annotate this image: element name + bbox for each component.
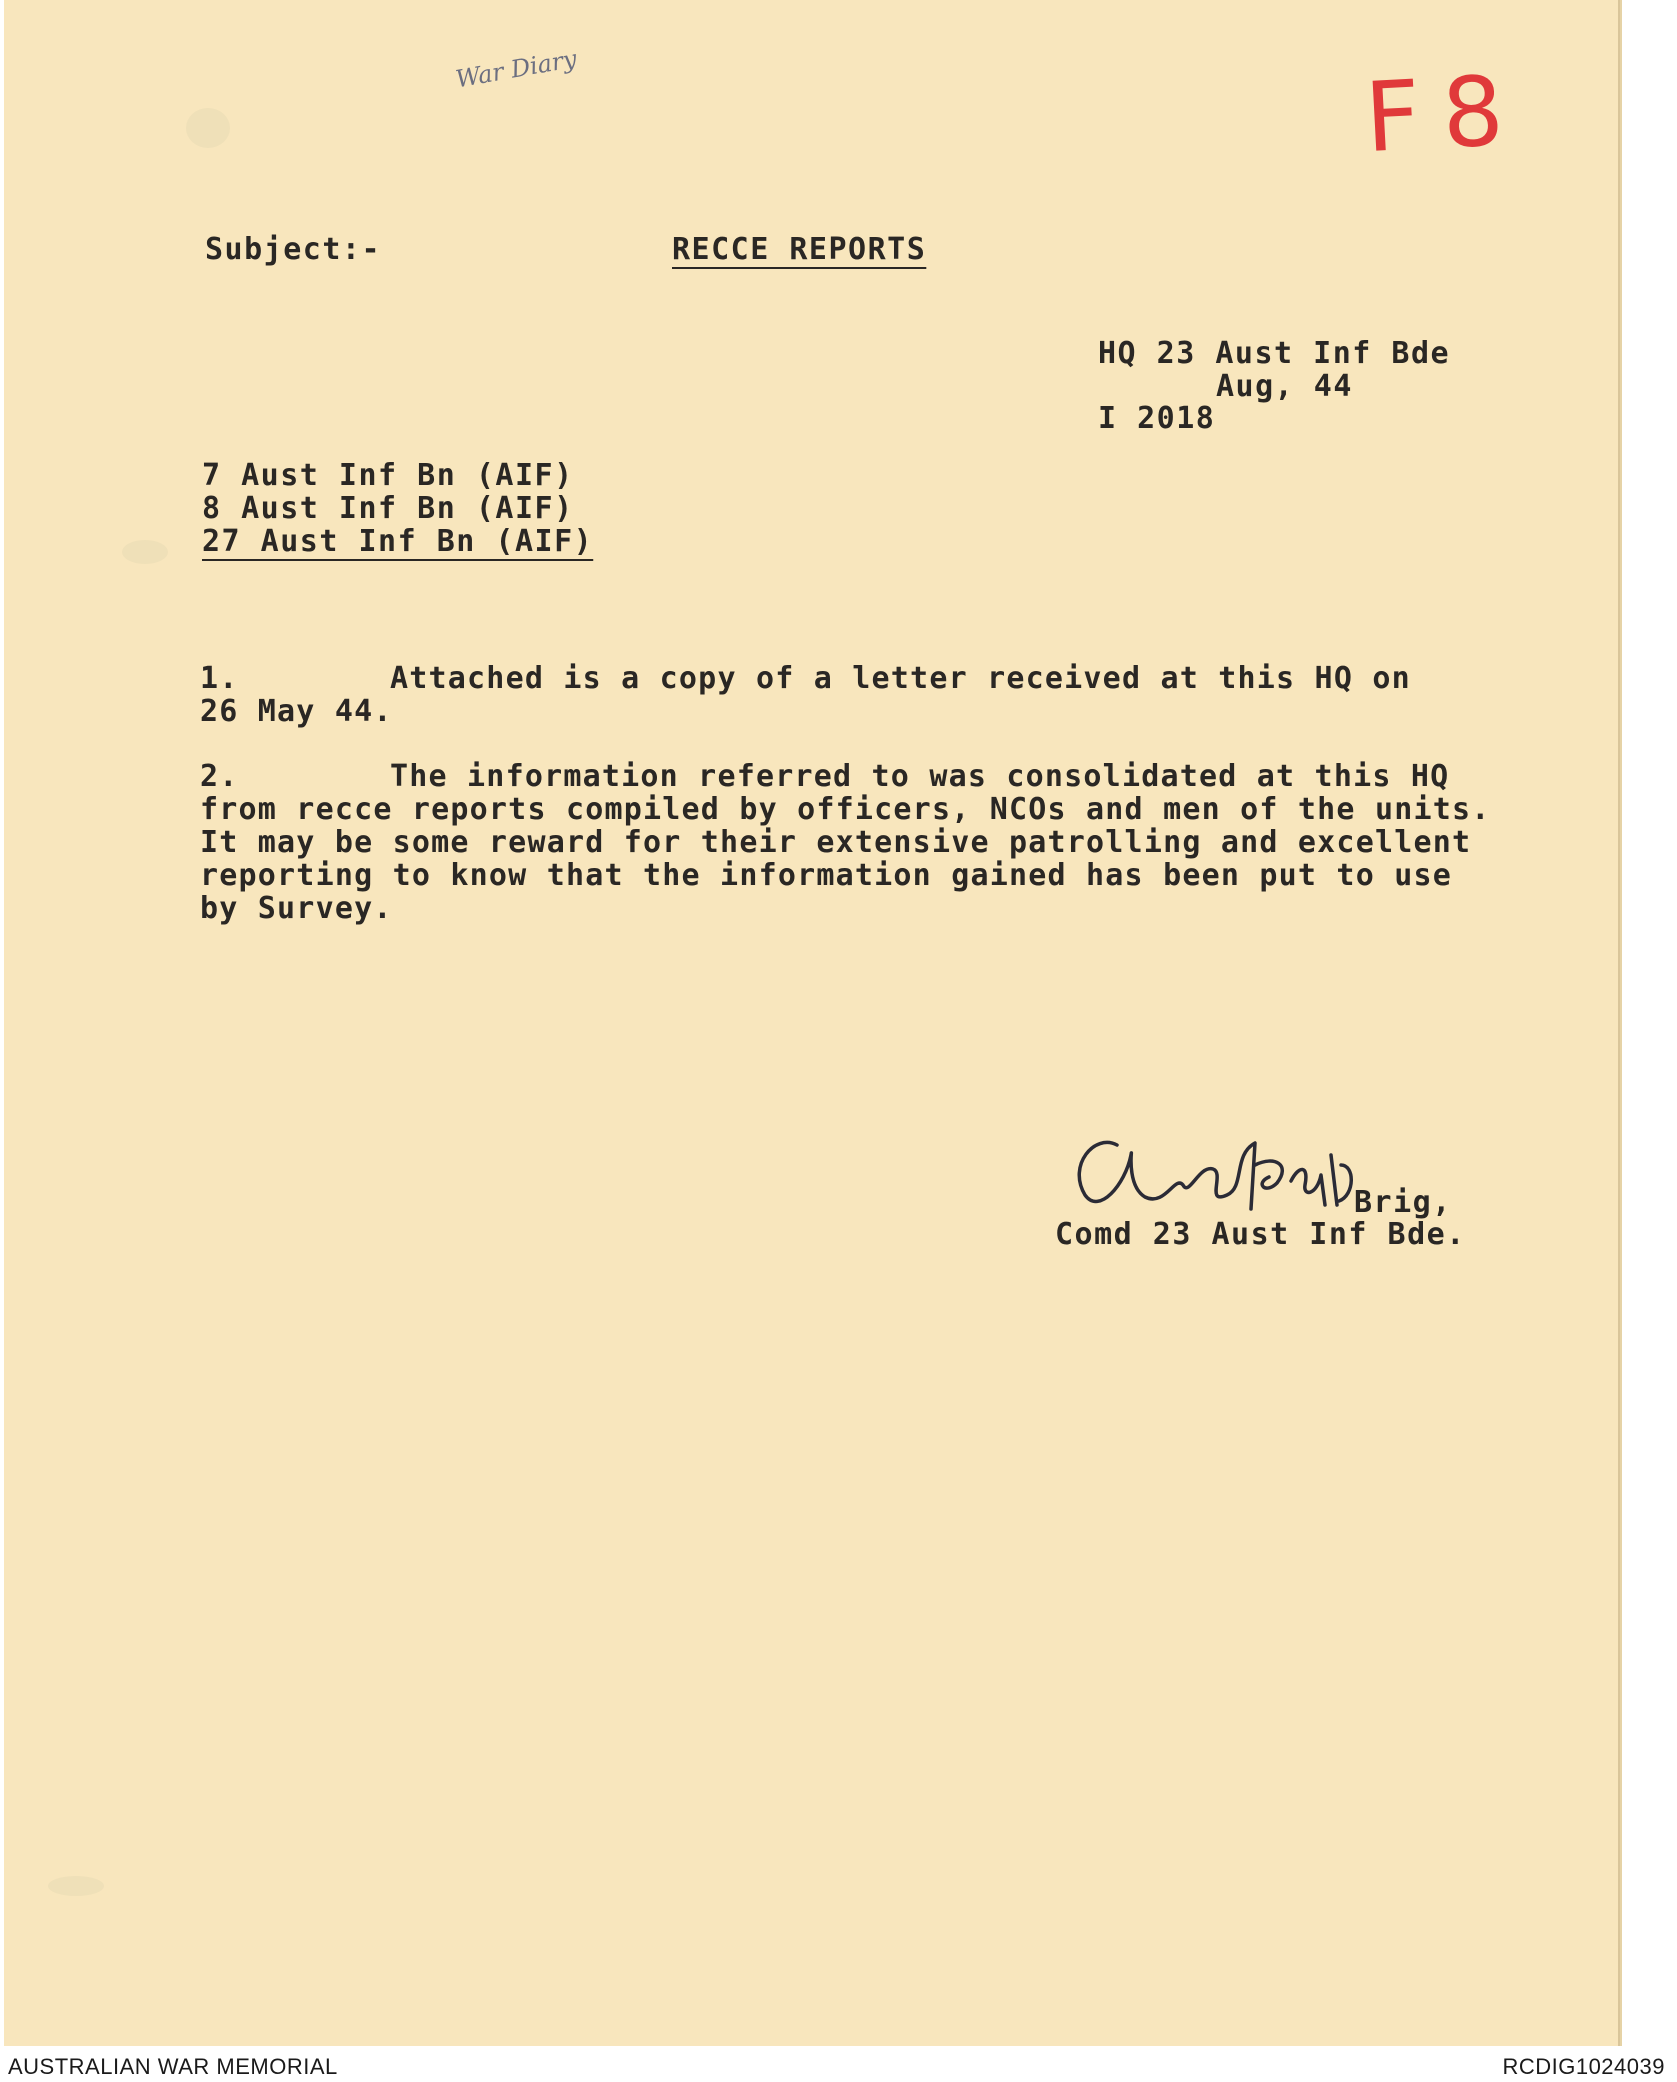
paper-edge [4,0,1620,2046]
paragraph-text-rest: from recce reports compiled by officers, NCOs and men of the units. It may be some reward for their extensive patrolling and excellent reporting to know that the information gained has been put to use by Survey. [200,792,1491,926]
paragraph-number: 1. [200,661,239,696]
recipient-1: 7 Aust Inf Bn (AIF) [202,458,574,493]
subject-label: Subject:- [205,232,382,267]
recipient-2: 8 Aust Inf Bn (AIF) [202,491,574,526]
sender-line-3: I 2018 [1098,401,1216,436]
sender-line-1: HQ 23 Aust Inf Bde [1098,336,1451,371]
paper-blemish [122,540,168,564]
paragraph-2 [200,727,1520,958]
paragraph-text-rest: 26 May 44. [200,694,393,729]
paragraph-number: 2. [200,759,239,794]
file-reference-mark: F8 [1362,53,1529,175]
footer-archive-name: AUSTRALIAN WAR MEMORIAL [8,2054,338,2079]
sender-line-2: Aug, 44 [1216,369,1353,404]
paragraph-text-first-line: Attached is a copy of a letter received at this HQ on [390,661,1411,696]
signature-title: Comd 23 Aust Inf Bde. [1055,1217,1466,1252]
paper-blemish [48,1876,104,1896]
subject-title: RECCE REPORTS [672,232,927,267]
footer-item-id: RCDIG1024039 [1502,2054,1665,2079]
handwritten-note: War Diary [453,44,579,94]
signature-rank: Brig, [1354,1185,1452,1220]
paper-blemish [186,108,230,148]
recipient-3: 27 Aust Inf Bn (AIF) [202,524,594,559]
paper-sheet [4,0,1620,2046]
paragraph-text-first-line: The information referred to was consolidated at this HQ [390,759,1450,794]
